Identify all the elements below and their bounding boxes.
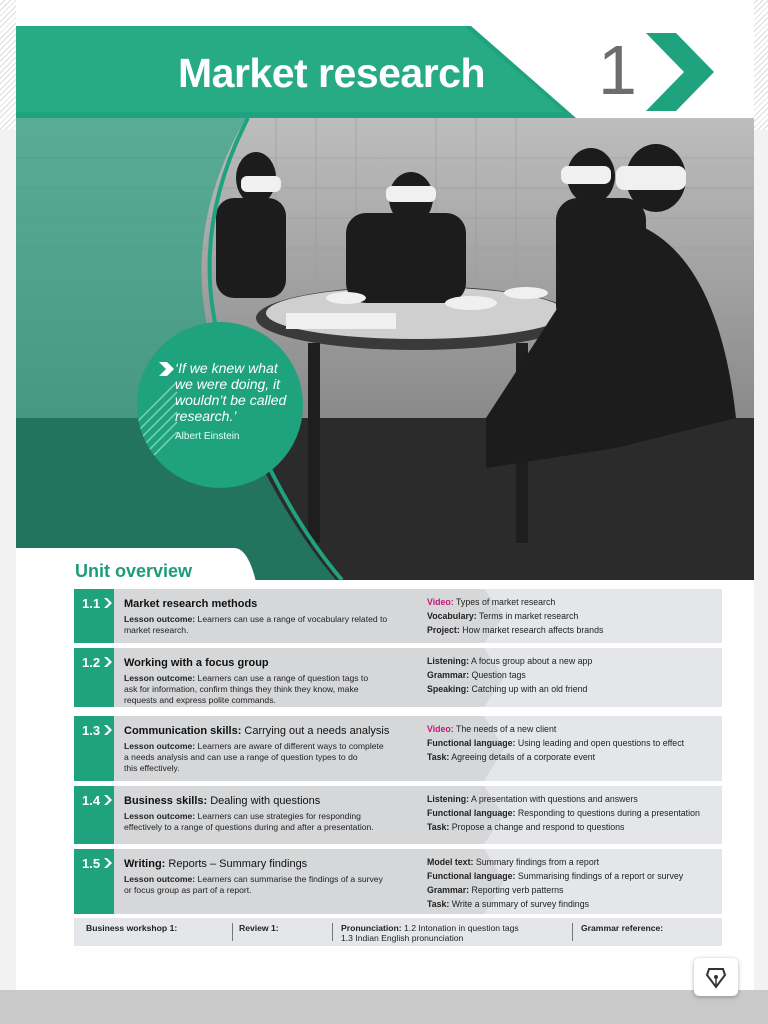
lesson-title (124, 657, 269, 669)
lesson-outcome-text: Learners can use a range of question tags to (197, 673, 369, 683)
pronunciation-label: Pronunciation: (341, 923, 402, 933)
lesson-content-text: Agreeing details of a corporate event (451, 752, 596, 762)
lesson-outcome-label: Lesson outcome: (124, 741, 196, 751)
quote-text: ‘If we knew what we were doing, it wouldn’t be called research.’ (175, 360, 287, 424)
pen-nib-icon (694, 958, 738, 996)
lesson-outcome-text: this effectively. (124, 763, 180, 773)
lesson-content-item (427, 670, 526, 680)
viewer-bottom-bar (0, 990, 768, 1024)
lesson-content-item (427, 738, 684, 748)
chevron-right-icon (104, 725, 112, 735)
lesson-content-label: Functional language: (427, 871, 516, 881)
lesson-content-label: Task: (427, 752, 450, 762)
review-label: Review 1: (239, 923, 279, 933)
overview-row (74, 648, 722, 707)
lesson-title-rest: Carrying out a needs analysis (244, 725, 390, 737)
pronunciation-cell (341, 923, 519, 943)
unit-overview-heading: Unit overview (75, 561, 193, 581)
lesson-content-item (427, 808, 700, 818)
lesson-content-text: Summary findings from a report (475, 857, 600, 867)
lesson-content-item (427, 752, 595, 762)
lesson-title-main: Working with a focus group (124, 657, 269, 669)
lesson-title-main: Market research methods (124, 598, 258, 610)
lesson-content-text: Catching up with an old friend (471, 684, 588, 694)
lesson-title-rest: Dealing with questions (210, 795, 321, 807)
overview-row (74, 589, 722, 643)
lesson-content-text: Types of market research (456, 597, 556, 607)
lesson-content-label: Listening: (427, 656, 470, 666)
lesson-number: 1.2 (82, 655, 101, 670)
lesson-content-text: Propose a change and respond to questions (451, 822, 625, 832)
lesson-content-item (427, 857, 599, 867)
lesson-outcome-label: Lesson outcome: (124, 673, 196, 683)
overview-footer (74, 918, 722, 946)
chevron-right-icon (104, 858, 112, 868)
lesson-content-item (427, 899, 589, 909)
divider (232, 923, 233, 941)
pronunciation-item: 1.3 Indian English pronunciation (341, 933, 464, 943)
lesson-number: 1.5 (82, 856, 101, 871)
lesson-content-item (427, 684, 587, 694)
lesson-outcome (124, 673, 416, 706)
lesson-title (124, 858, 307, 870)
lesson-content-label: Functional language: (427, 738, 516, 748)
lesson-title-main: Writing: (124, 858, 166, 870)
lesson-content-label: Vocabulary: (427, 611, 477, 621)
lesson-title-main: Communication skills: (124, 725, 242, 737)
lesson-content-label: Project: (427, 625, 460, 635)
lesson-outcome-text: or focus group as part of a report. (124, 885, 252, 895)
lesson-content-item (427, 597, 555, 607)
lesson-outcome-label: Lesson outcome: (124, 811, 196, 821)
lesson-content-text: Question tags (471, 670, 526, 680)
lesson-outcome (124, 811, 416, 833)
lesson-content-label: Grammar: (427, 670, 470, 680)
lesson-outcome (124, 741, 416, 774)
chevron-right-icon (159, 362, 174, 376)
lesson-outcome-label: Lesson outcome: (124, 874, 196, 884)
lesson-outcome-label: Lesson outcome: (124, 614, 196, 624)
lesson-number-tab (74, 786, 114, 844)
lesson-content-label: Speaking: (427, 684, 470, 694)
annotate-button[interactable] (694, 958, 738, 996)
lesson-content-label: Grammar: (427, 885, 470, 895)
lesson-content-text: Reporting verb patterns (471, 885, 564, 895)
lesson-outcome (124, 874, 416, 896)
lesson-outcome-text: Learners can use a range of vocabulary related to (197, 614, 388, 624)
lesson-content-label: Functional language: (427, 808, 516, 818)
lesson-outcome (124, 614, 416, 636)
lesson-outcome-text: market research. (124, 625, 189, 635)
lesson-outcome-text: requests and express polite commands. (124, 695, 276, 705)
lesson-content-text: The needs of a new client (456, 724, 557, 734)
lesson-outcome-text: Learners can use strategies for responding (197, 811, 361, 821)
quote-author: Albert Einstein (175, 431, 240, 442)
lesson-content-label: Task: (427, 822, 450, 832)
lesson-number-tab (74, 648, 114, 707)
chevron-right-icon (646, 33, 716, 111)
lesson-outcome-text: Learners can summarise the findings of a survey (197, 874, 383, 884)
lesson-content-label: Model text: (427, 857, 474, 867)
lesson-outcome-text: effectively to a range of questions during and after a presentation. (124, 822, 374, 832)
lesson-number: 1.4 (82, 793, 101, 808)
lesson-content-text: How market research affects brands (462, 625, 604, 635)
overview-row (74, 786, 722, 844)
grammar-reference-label: Grammar reference: (581, 923, 664, 933)
lesson-content-text: Write a summary of survey findings (451, 899, 589, 909)
overview-row (74, 849, 722, 914)
overview-row (74, 716, 722, 781)
lesson-outcome-text: Learners are aware of different ways to complete (197, 741, 384, 751)
divider (572, 923, 573, 941)
business-workshop-label: Business workshop 1: (86, 923, 178, 933)
lesson-title-rest: Reports – Summary findings (168, 858, 308, 870)
lesson-number-tab (74, 849, 114, 914)
chevron-right-icon (104, 598, 112, 608)
lesson-content-item (427, 724, 556, 734)
lesson-content-item (427, 794, 638, 804)
lesson-content-text: Using leading and open questions to effect (517, 738, 685, 748)
lesson-outcome-text: ask for information, confirm things they think they know, make (124, 684, 359, 694)
lesson-content-text: A presentation with questions and answers (471, 794, 638, 804)
lesson-content-item (427, 871, 683, 881)
lesson-content-text: Summarising findings of a report or survey (517, 871, 684, 881)
chevron-right-icon (104, 795, 112, 805)
lesson-content-item (427, 611, 578, 621)
lesson-number: 1.3 (82, 723, 101, 738)
lesson-content-text: Terms in market research (479, 611, 579, 621)
lesson-content-label: Video: (427, 597, 454, 607)
unit-number: 1 (598, 31, 637, 109)
lesson-number-tab (74, 589, 114, 643)
lesson-content-label: Task: (427, 899, 450, 909)
page-title: Market research (178, 50, 486, 96)
lesson-title (124, 598, 257, 610)
lesson-content-item (427, 885, 563, 895)
divider (332, 923, 333, 941)
lesson-content-item (427, 625, 603, 635)
lesson-content-item (427, 656, 592, 666)
chevron-right-icon (104, 657, 112, 667)
lesson-title (124, 725, 389, 737)
lesson-number-tab (74, 716, 114, 781)
lesson-title-main: Business skills: (124, 795, 208, 807)
lesson-content-item (427, 822, 624, 832)
hero-photo (16, 118, 754, 580)
lesson-outcome-text: a needs analysis and can use a range of question types to do (124, 752, 358, 762)
pronunciation-item: 1.2 Intonation in question tags (404, 923, 519, 933)
lesson-content-label: Listening: (427, 794, 470, 804)
lesson-content-text: Responding to questions during a presentation (517, 808, 700, 818)
lesson-content-label: Video: (427, 724, 454, 734)
lesson-content-text: A focus group about a new app (471, 656, 593, 666)
lesson-number: 1.1 (82, 596, 101, 611)
lesson-title (124, 795, 320, 807)
